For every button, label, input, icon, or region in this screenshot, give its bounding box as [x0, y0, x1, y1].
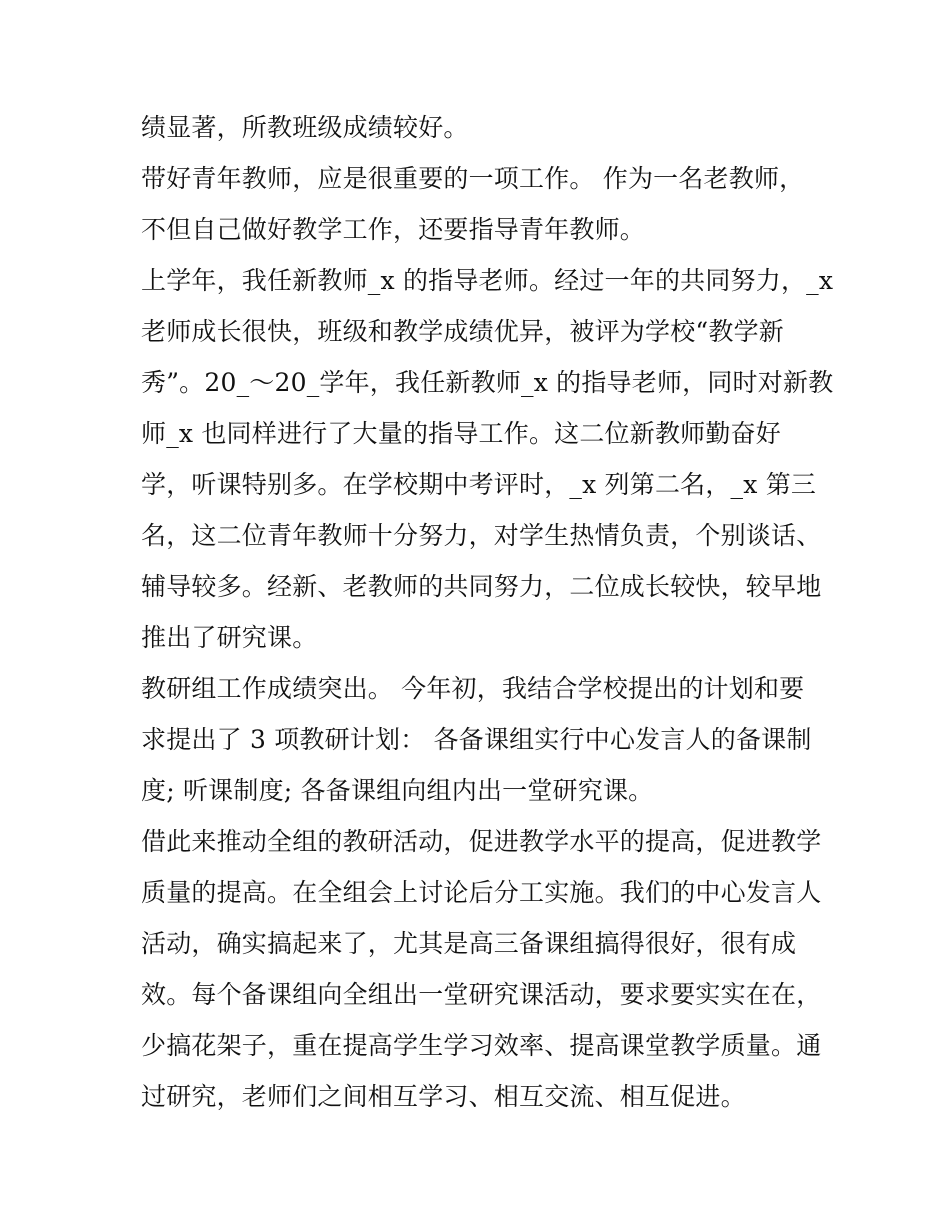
- text-line-20: 过研究，老师们之间相互学习、相互交流、相互促进。: [141, 1082, 746, 1111]
- text-line-9: 名，这二位青年教师十分努力，对学生热情负责，个别谈话、: [141, 521, 822, 550]
- text-line-4: 上学年，我任新教师_x 的指导老师。经过一年的共同努力，_x: [141, 266, 834, 295]
- text-line-5: 老师成长很快，班级和教学成绩优异，被评为学校“教学新: [141, 317, 784, 346]
- text-line-17: 活动，确实搞起来了，尤其是高三备课组搞得很好，很有成: [141, 929, 797, 958]
- text-line-8: 学，听课特别多。在学校期中考评时，_x 列第二名，_x 第三: [141, 470, 817, 499]
- text-line-16: 质量的提高。在全组会上讨论后分工实施。我们的中心发言人: [141, 878, 822, 907]
- text-line-7: 师_x 也同样进行了大量的指导工作。这二位新教师勤奋好: [141, 419, 781, 448]
- text-line-12: 教研组工作成绩突出。 今年初，我结合学校提出的计划和要: [141, 674, 805, 703]
- text-line-15: 借此来推动全组的教研活动，促进教学水平的提高，促进教学: [141, 827, 822, 856]
- text-line-11: 推出了研究课。: [141, 623, 318, 652]
- text-line-1: 绩显著，所教班级成绩较好。: [141, 113, 469, 142]
- text-line-2: 带好青年教师，应是很重要的一项工作。 作为一名老教师，: [141, 164, 805, 193]
- text-line-19: 少搞花架子，重在提高学生学习效率、提高课堂教学质量。通: [141, 1031, 822, 1060]
- text-line-6: 秀”。20_～20_学年，我任新教师_x 的指导老师，同时对新教: [141, 368, 834, 397]
- text-line-13: 求提出了 3 项教研计划： 各备课组实行中心发言人的备课制: [141, 725, 812, 754]
- text-line-18: 效。每个备课组向全组出一堂研究课活动，要求要实实在在，: [141, 980, 822, 1009]
- text-line-10: 辅导较多。经新、老教师的共同努力，二位成长较快，较早地: [141, 572, 822, 601]
- text-line-3: 不但自己做好教学工作，还要指导青年教师。: [141, 215, 646, 244]
- text-line-14: 度; 听课制度; 各备课组向组内出一堂研究课。: [141, 776, 654, 805]
